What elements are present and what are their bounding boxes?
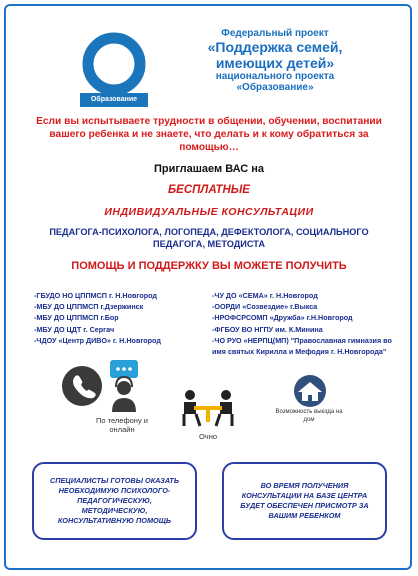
intro-text: Если вы испытываете трудности в общении, обучении, воспитании вашего ребенка и не знаете, что делать и к кому обратиться за помощью… (36, 116, 382, 153)
orgs-left-list (34, 290, 194, 346)
free-heading: БЕСПЛАТНЫЕ (168, 184, 250, 196)
project-line1: Федеральный проект (221, 28, 329, 39)
in-person-label: Очно (198, 432, 218, 441)
specialists-list: ПЕДАГОГА-ПСИХОЛОГА, ЛОГОПЕДА, ДЕФЕКТОЛОГА, СОЦИАЛЬНОГО ПЕДАГОГА, МЕТОДИСТА (49, 227, 369, 249)
phone-online-label: По телефону и онлайн (96, 416, 148, 434)
in-person-icon (180, 388, 236, 428)
project-line3: имеющих детей» (215, 55, 335, 71)
project-line4: национального проекта (215, 71, 335, 82)
org-item: -ФГБОУ ВО НГПУ им. К.Минина (212, 324, 323, 334)
orgs-right-list (212, 290, 392, 357)
org-item: -ООРДИ «Созвездие» г.Выкса (212, 302, 318, 312)
org-item: -НРОФСРСОМП «Дружба» г.Н.Новгород (212, 313, 353, 323)
help-heading: ПОМОЩЬ И ПОДДЕРЖКУ ВЫ МОЖЕТЕ ПОЛУЧИТЬ (71, 260, 347, 272)
project-line2: «Поддержка семей, (207, 39, 343, 55)
childcare-info-box: ВО ВРЕМЯ ПОЛУЧЕНИЯ КОНСУЛЬТАЦИИ НА БАЗЕ ЦЕНТРА БУДЕТ ОБЕСПЕЧЕН ПРИСМОТР ЗА ВАШИМ РЕБЕНКОМ (222, 462, 387, 540)
support-info-box: СПЕЦИАЛИСТЫ ГОТОВЫ ОКАЗАТЬ НЕОБХОДИМУЮ ПСИХОЛОГО-ПЕДАГОГИЧЕСКУЮ, МЕТОДИЧЕСКУЮ, КОНСУЛЬТАТИВНУЮ ПОМОЩЬ (32, 462, 197, 540)
org-item: -ЧУ ДО «СЕМА» г. Н.Новгород (212, 291, 318, 300)
phone-online-icon (60, 350, 150, 420)
org-item: -ГБУДО НО ЦППМСП г. Н.Новгород (34, 291, 157, 300)
org-item: -МБУ ДО ЦДТ г. Сергач (34, 324, 115, 334)
logo-caption: Образование (80, 93, 148, 107)
project-line5: «Образование» (236, 82, 314, 93)
org-item: -ЧО РУО «НЕРПЦ(МП) "Православная гимназия во имя святых Кирилла и Мефодия г. Н.Новгорода" (212, 335, 392, 357)
org-item: -МБУ ДО ЦППМСП г.Дзержинск (34, 302, 144, 312)
home-visit-icon (284, 374, 336, 408)
org-item: -ЧДОУ «Центр ДИВО» г. Н.Новгород (34, 335, 161, 345)
invite-text: Приглашаем ВАС на (153, 163, 265, 175)
org-item: -МБУ ДО ЦППМСП г.Бор (34, 313, 119, 323)
project-title (150, 28, 400, 93)
home-visit-label: Возможность выезда на дом (275, 409, 343, 423)
consultations-heading: ИНДИВИДУАЛЬНЫЕ КОНСУЛЬТАЦИИ (104, 206, 314, 218)
